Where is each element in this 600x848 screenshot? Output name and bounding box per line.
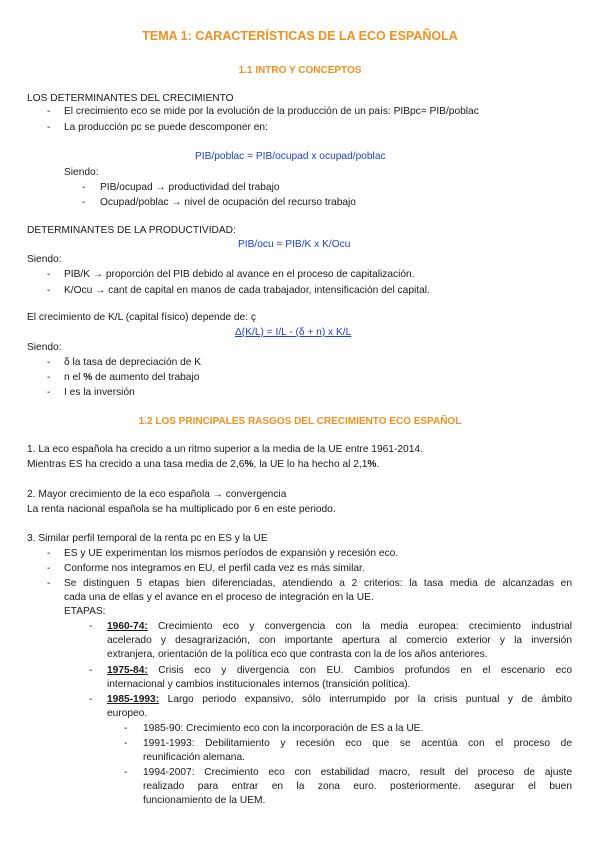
det-crec-bullet-1: El crecimiento eco se mide por la evolución de la producción de un país: PIBpc= PIB/poblac <box>64 106 479 117</box>
etapa-2-line-1: 1975-84: Crisis eco y divergencia con EU. Cambios profundos en el escenario eco <box>107 665 572 676</box>
kl-siendo-2: n el % de aumento del trabajo <box>64 372 200 383</box>
formula-delta-kl: Δ(K/L) = I/L - (δ + n) x K/L <box>235 327 352 338</box>
bullet: - <box>47 548 51 559</box>
det-prod-heading: DETERMINANTES DE LA PRODUCTIVIDAD: <box>27 225 236 236</box>
section-heading-1-1: 1.1 INTRO Y CONCEPTOS <box>238 65 362 76</box>
det-crec-siendo-2: Ocupad/poblac → nivel de ocupación del recurso trabajo <box>100 197 356 208</box>
sub-etapa-2-line-1: 1991-1993: Debilitamiento y recesión eco que se acentúa con el proceso de <box>143 738 572 749</box>
etapa-3-line-2: europeo. <box>107 708 148 719</box>
bullet: - <box>124 767 128 778</box>
p3-bullet-2: Conforme nos integramos en EU, el perfil cada vez es más similar. <box>64 563 365 574</box>
etapa-1-line-2: acelerado y desagrarización, con importante apertura al comercio exterior y la inversión <box>107 635 572 646</box>
bullet: - <box>82 182 86 193</box>
bullet: - <box>47 372 51 383</box>
bullet: - <box>89 694 93 705</box>
bullet: - <box>124 723 128 734</box>
bullet: - <box>89 621 93 632</box>
sub-etapa-3-line-3: funcionamiento de la UEM. <box>143 795 266 806</box>
bullet: - <box>47 285 51 296</box>
bullet: - <box>47 269 51 280</box>
sub-etapa-1: 1985-90: Crecimiento eco con la incorporación de ES a la UE. <box>143 723 424 734</box>
kl-siendo-1: δ la tasa de depreciación de K <box>64 357 202 368</box>
p3-line-1: 3. Similar perfil temporal de la renta pc en ES y la UE <box>27 533 268 544</box>
etapas-label: ETAPAS: <box>64 606 106 617</box>
formula-pib-poblac: PIB/poblac = PIB/ocupad x ocupad/poblac <box>195 151 386 162</box>
bullet: - <box>47 106 51 117</box>
bullet: - <box>47 387 51 398</box>
sub-etapa-3-line-2: realizado para entrar en la zona euro. posteriormente. asegurar el buen <box>143 781 572 792</box>
kl-text: El crecimiento de K/L (capital físico) depende de: ç <box>27 312 256 323</box>
etapa-2-line-2: internacional y cambios institucionales internos (transición política). <box>107 679 411 690</box>
formula-pib-ocu: PIB/ocu = PIB/K x K/Ocu <box>238 239 351 250</box>
p2-line-1: 2. Mayor crecimiento de la eco española → convergencia <box>27 489 287 500</box>
bullet: - <box>89 665 93 676</box>
kl-siendo-3: I es la inversión <box>64 387 135 398</box>
etapa-1-line-3: extranjera, orientación de la política eco que contrasta con la de los años anteriores. <box>107 649 488 660</box>
det-crec-bullet-2: La producción pc se puede descomponer en: <box>64 122 268 133</box>
section-heading-1-2: 1.2 LOS PRINCIPALES RASGOS DEL CRECIMIENTO ECO ESPAÑOL <box>138 416 462 427</box>
det-prod-siendo: Siendo: <box>27 254 62 265</box>
p2-line-2: La renta nacional española se ha multiplicado por 6 en este periodo. <box>27 504 336 515</box>
det-prod-siendo-1: PIB/K → proporción del PIB debido al avance en el proceso de capitalización. <box>64 269 415 280</box>
p1-line-2: Mientras ES ha crecido a una tasa media de 2,6%, la UE lo ha hecho al 2,1%. <box>27 459 380 470</box>
etapa-3-line-1: 1985-1993: Largo periodo expansivo, sólo interrumpido por la crisis puntual y de ámbito <box>107 694 572 705</box>
bullet: - <box>47 578 51 589</box>
bullet: - <box>47 563 51 574</box>
p3-bullet-3-line-2: cada una de ellas y el avance en el proceso de integración en la UE. <box>64 592 374 603</box>
page-title: TEMA 1: CARACTERÍSTICAS DE LA ECO ESPAÑOLA <box>142 29 458 43</box>
det-prod-siendo-2: K/Ocu → cant de capital en manos de cada trabajador, intensificación del capital. <box>64 285 430 296</box>
p3-bullet-3-line-1: Se distinguen 5 etapas bien diferenciadas, atendiendo a 2 criterios: la tasa media de alcanzadas en <box>64 578 572 589</box>
etapa-1-line-1: 1960-74: Crecimiento eco y convergencia con la media europea: crecimiento industrial <box>107 621 572 632</box>
sub-etapa-2-line-2: reunificación alemana. <box>143 752 245 763</box>
sub-etapa-3-line-1: 1994-2007: Crecimiento eco con estabilidad macro, result del proceso de ajuste <box>143 767 572 778</box>
det-crec-heading: LOS DETERMINANTES DEL CRECIMIENTO <box>27 93 234 104</box>
det-crec-siendo-1: PIB/ocupad → productividad del trabajo <box>100 182 280 193</box>
bullet: - <box>124 738 128 749</box>
det-crec-siendo: Siendo: <box>64 167 99 178</box>
p1-line-1: 1. La eco española ha crecido a un ritmo superior a la media de la UE entre 1961-2014. <box>27 444 423 455</box>
kl-siendo: Siendo: <box>27 342 62 353</box>
bullet: - <box>82 197 86 208</box>
bullet: - <box>47 357 51 368</box>
bullet: - <box>47 122 51 133</box>
p3-bullet-1: ES y UE experimentan los mismos períodos de expansión y recesión eco. <box>64 548 399 559</box>
